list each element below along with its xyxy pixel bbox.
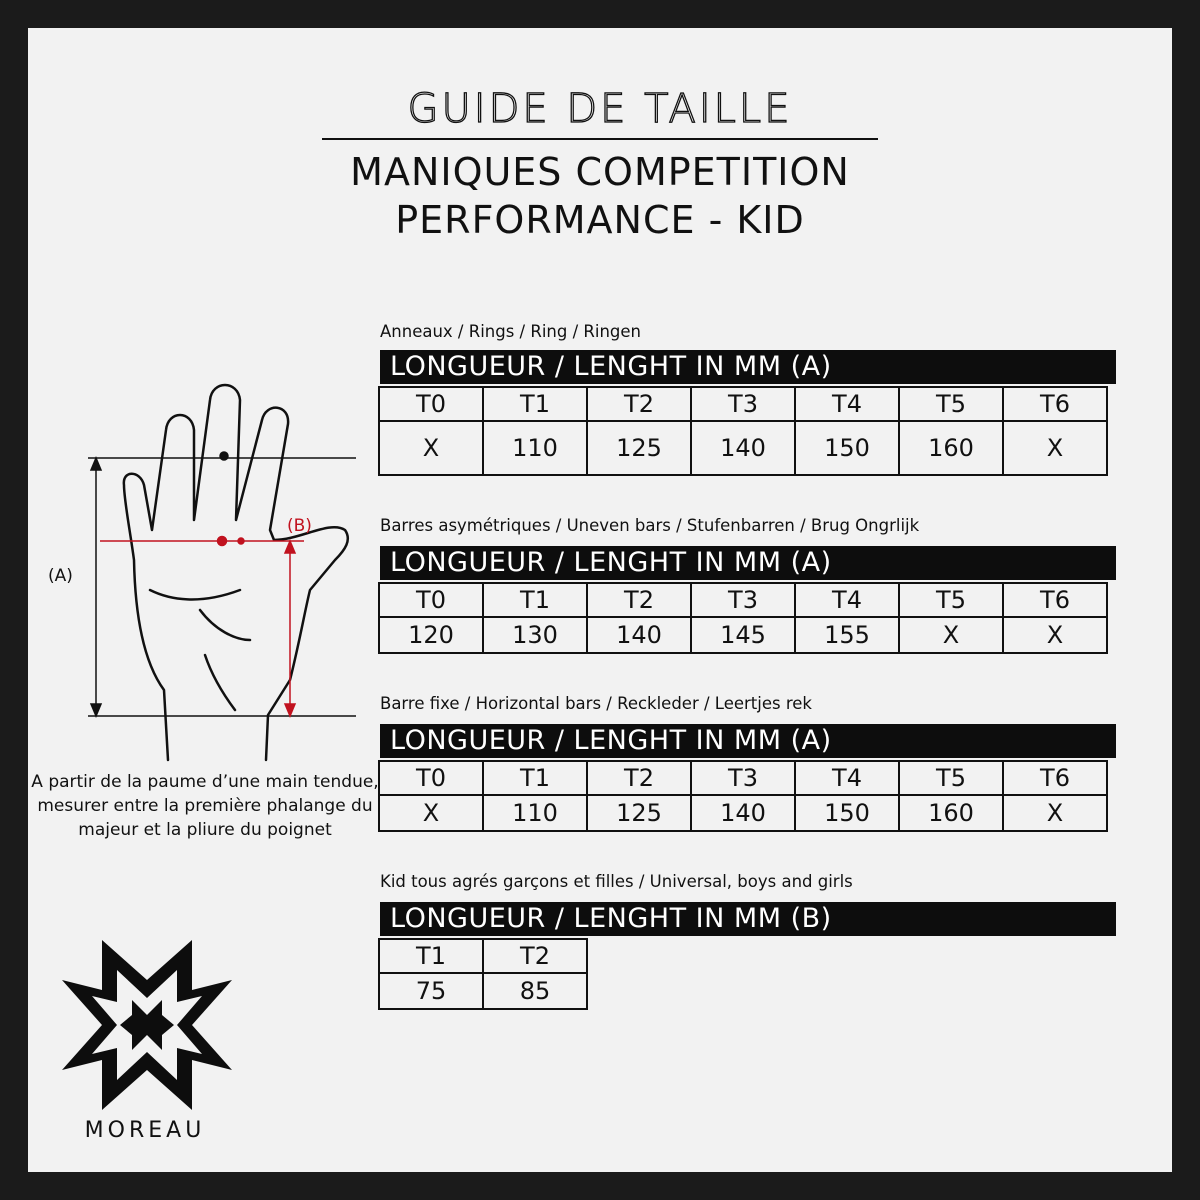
- size-cell: T6: [1003, 387, 1107, 421]
- value-row: [379, 617, 1107, 653]
- size-cell: T5: [899, 387, 1003, 421]
- value-cell: 120: [379, 617, 483, 653]
- size-row: [379, 939, 587, 973]
- value-cell: 110: [483, 421, 587, 475]
- size-table-universal: [378, 938, 588, 1010]
- size-cell: T0: [379, 761, 483, 795]
- value-cell: X: [899, 617, 1003, 653]
- size-table-uneven-bars: [378, 582, 1108, 654]
- value-cell: 140: [691, 421, 795, 475]
- value-cell: 160: [899, 795, 1003, 831]
- value-cell: 75: [379, 973, 483, 1009]
- size-table-horizontal-bars: [378, 760, 1108, 832]
- hand-outline-icon: [124, 385, 348, 760]
- size-cell: T2: [587, 761, 691, 795]
- size-cell: T4: [795, 387, 899, 421]
- measure-b-label: (B): [287, 516, 312, 536]
- value-cell: X: [379, 795, 483, 831]
- header-divider: [322, 138, 878, 140]
- value-cell: 145: [691, 617, 795, 653]
- section-label-rings: Anneaux / Rings / Ring / Ringen: [380, 322, 641, 341]
- hand-measurement-diagram: [40, 370, 380, 770]
- size-row: [379, 583, 1107, 617]
- title-line-1: MANIQUES COMPETITION: [350, 150, 850, 194]
- size-cell: T3: [691, 387, 795, 421]
- moreau-star-logo-icon: [62, 940, 232, 1110]
- size-cell: T1: [483, 761, 587, 795]
- section-label-horizontal-bars: Barre fixe / Horizontal bars / Reckleder / Leertjes rek: [380, 694, 812, 713]
- table-head-uneven-bars: LONGUEUR / LENGHT IN MM (A): [380, 546, 1116, 580]
- measure-b-icon: [100, 537, 304, 717]
- size-cell: T2: [587, 583, 691, 617]
- size-cell: T5: [899, 583, 1003, 617]
- table-head-universal: LONGUEUR / LENGHT IN MM (B): [380, 902, 1116, 936]
- page-title: [150, 148, 1050, 244]
- size-cell: T3: [691, 761, 795, 795]
- size-cell: T4: [795, 761, 899, 795]
- value-cell: 160: [899, 421, 1003, 475]
- value-row: [379, 421, 1107, 475]
- size-cell: T0: [379, 387, 483, 421]
- value-cell: 150: [795, 795, 899, 831]
- value-row: [379, 973, 587, 1009]
- guide-subtitle: GUIDE DE TAILLE: [407, 86, 793, 132]
- value-cell: 110: [483, 795, 587, 831]
- size-cell: T1: [483, 387, 587, 421]
- size-cell: T6: [1003, 583, 1107, 617]
- table-head-horizontal-bars: LONGUEUR / LENGHT IN MM (A): [380, 724, 1116, 758]
- value-cell: X: [1003, 617, 1107, 653]
- value-cell: X: [1003, 795, 1107, 831]
- size-cell: T3: [691, 583, 795, 617]
- size-cell: T1: [379, 939, 483, 973]
- value-row: [379, 795, 1107, 831]
- size-row: [379, 761, 1107, 795]
- measure-a-label: (A): [48, 566, 73, 586]
- value-cell: 140: [587, 617, 691, 653]
- size-cell: T2: [483, 939, 587, 973]
- size-cell: T6: [1003, 761, 1107, 795]
- value-cell: 85: [483, 973, 587, 1009]
- value-cell: 130: [483, 617, 587, 653]
- value-cell: X: [1003, 421, 1107, 475]
- value-cell: 140: [691, 795, 795, 831]
- size-cell: T1: [483, 583, 587, 617]
- value-cell: X: [379, 421, 483, 475]
- size-table-rings: [378, 386, 1108, 476]
- title-line-2: PERFORMANCE - KID: [395, 198, 805, 242]
- value-cell: 150: [795, 421, 899, 475]
- size-cell: T5: [899, 761, 1003, 795]
- table-head-rings: LONGUEUR / LENGHT IN MM (A): [380, 350, 1116, 384]
- brand-name: MOREAU: [84, 1118, 206, 1143]
- section-label-universal: Kid tous agrés garçons et filles / Universal, boys and girls: [380, 872, 853, 891]
- value-cell: 125: [587, 421, 691, 475]
- size-cell: T2: [587, 387, 691, 421]
- section-label-uneven-bars: Barres asymétriques / Uneven bars / Stufenbarren / Brug Ongrlijk: [380, 516, 920, 535]
- value-cell: 155: [795, 617, 899, 653]
- size-cell: T0: [379, 583, 483, 617]
- value-cell: 125: [587, 795, 691, 831]
- size-cell: T4: [795, 583, 899, 617]
- size-row: [379, 387, 1107, 421]
- hand-caption: A partir de la paume d’une main tendue, mesurer entre la première phalange du majeur et la pliure du poignet: [31, 772, 379, 840]
